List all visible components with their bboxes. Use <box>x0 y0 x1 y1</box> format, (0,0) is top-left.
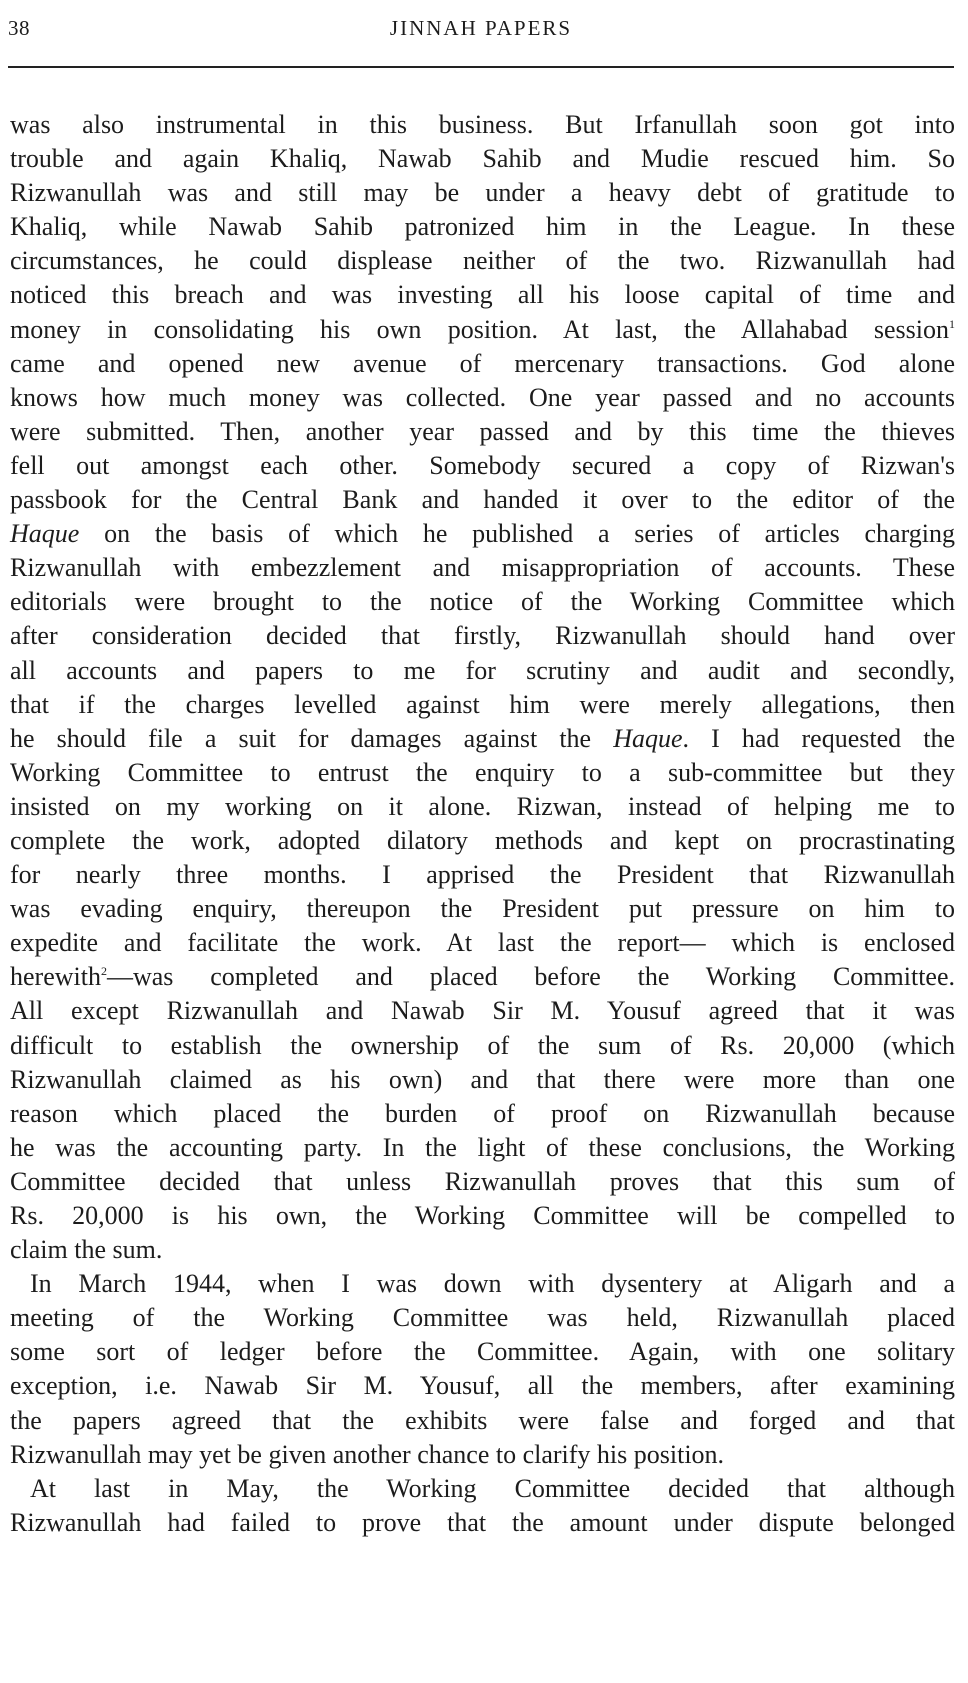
paragraph-2 <box>10 1267 955 1472</box>
body-text <box>10 108 955 1540</box>
text-line <box>10 313 955 347</box>
text-segment: herewith <box>10 962 101 992</box>
text-line: difficult to establish the ownership of the sum of Rs. 20,000 (which <box>10 1030 955 1060</box>
text-line: Committee decided that unless Rizwanullah proves that this sum of <box>10 1166 955 1196</box>
running-title: JINNAH PAPERS <box>389 16 573 40</box>
paragraph-1 <box>10 108 955 1267</box>
text-line: expedite and facilitate the work. At last the report— which is enclosed <box>10 928 955 958</box>
text-line: Rizwanullah had failed to prove that the amount under dispute belonged <box>10 1507 955 1537</box>
text-line: Rs. 20,000 is his own, the Working Committee will be compelled to <box>10 1201 955 1230</box>
text-segment: he should file a suit for damages against the <box>10 723 592 753</box>
text-line: the papers agreed that the exhibits were false and forged and that <box>10 1405 955 1435</box>
text-segment: . I had requested the <box>682 723 955 753</box>
text-line: Khaliq, while Nawab Sahib patronized him in the League. In these <box>10 212 955 242</box>
text-line: came and opened new avenue of mercenary transactions. God alone <box>10 348 955 378</box>
italic-title: Haque <box>10 519 80 549</box>
page-number: 38 <box>8 16 30 40</box>
text-line: In March 1944, when I was down with dysentery at Aligarh and a <box>30 1269 955 1299</box>
text-line: complete the work, adopted dilatory methods and kept on procrastinating <box>10 825 955 855</box>
text-line: meeting of the Working Committee was held, Rizwanullah placed <box>10 1303 955 1333</box>
text-line: for nearly three months. I apprised the President that Rizwanullah <box>10 860 955 890</box>
italic-title: Haque <box>613 723 683 753</box>
text-line <box>10 960 955 994</box>
text-line: he was the accounting party. In the light of these conclusions, the Working <box>10 1132 955 1162</box>
text-line: were submitted. Then, another year passed and by this time the thieves <box>10 416 955 446</box>
text-segment: money in consolidating his own position. At last, the Allahabad session <box>10 314 949 344</box>
text-segment: on the basis of which he published a series of articles charging <box>104 519 955 549</box>
text-line: reason which placed the burden of proof on Rizwanullah because <box>10 1098 955 1128</box>
text-line: circumstances, he could displease neither of the two. Rizwanullah had <box>10 246 955 276</box>
text-line: all accounts and papers to me for scrutiny and audit and secondly, <box>10 655 955 685</box>
text-line: was evading enquiry, thereupon the President put pressure on him to <box>10 894 955 924</box>
text-line: At last in May, the Working Committee decided that although <box>30 1473 955 1503</box>
text-line: Rizwanullah claimed as his own) and that there were more than one <box>10 1064 955 1094</box>
text-line: fell out amongst each other. Somebody secured a copy of Rizwan's <box>10 450 955 480</box>
text-line: knows how much money was collected. One year passed and no accounts <box>10 382 955 412</box>
text-line: insisted on my working on it alone. Rizwan, instead of helping me to <box>10 791 955 821</box>
text-line: Rizwanullah was and still may be under a heavy debt of gratitude to <box>10 178 955 208</box>
page-header <box>8 8 954 58</box>
text-line: Rizwanullah may yet be given another chance to clarify his position. <box>10 1439 725 1469</box>
text-segment: —was completed and placed before the Working Committee. <box>106 962 955 992</box>
text-line: All except Rizwanullah and Nawab Sir M. Yousuf agreed that it was <box>10 996 955 1026</box>
text-line: some sort of ledger before the Committee. Again, with one solitary <box>10 1337 955 1367</box>
text-line: editorials were brought to the notice of the Working Committee which <box>10 587 955 617</box>
text-line: that if the charges levelled against him were merely allegations, then <box>10 689 955 719</box>
text-line: was also instrumental in this business. But Irfanullah soon got into <box>10 110 955 139</box>
text-line: trouble and again Khaliq, Nawab Sahib and Mudie rescued him. So <box>10 144 955 174</box>
text-line <box>10 517 955 551</box>
header-rule <box>8 66 954 68</box>
text-line: Rizwanullah with embezzlement and misappropriation of accounts. These <box>10 553 955 583</box>
text-line: passbook for the Central Bank and handed it over to the editor of the <box>10 485 955 515</box>
paragraph-3 <box>10 1472 955 1540</box>
text-line: Working Committee to entrust the enquiry to a sub-committee but they <box>10 757 955 787</box>
text-line: claim the sum. <box>10 1235 163 1265</box>
text-line: noticed this breach and was investing all his loose capital of time and <box>10 280 955 310</box>
text-line: exception, i.e. Nawab Sir M. Yousuf, all the members, after examining <box>10 1371 955 1401</box>
text-line <box>10 722 955 756</box>
text-line: after consideration decided that firstly, Rizwanullah should hand over <box>10 621 955 651</box>
footnote-marker: 1 <box>949 316 955 331</box>
footnote-marker: 2 <box>100 964 107 979</box>
